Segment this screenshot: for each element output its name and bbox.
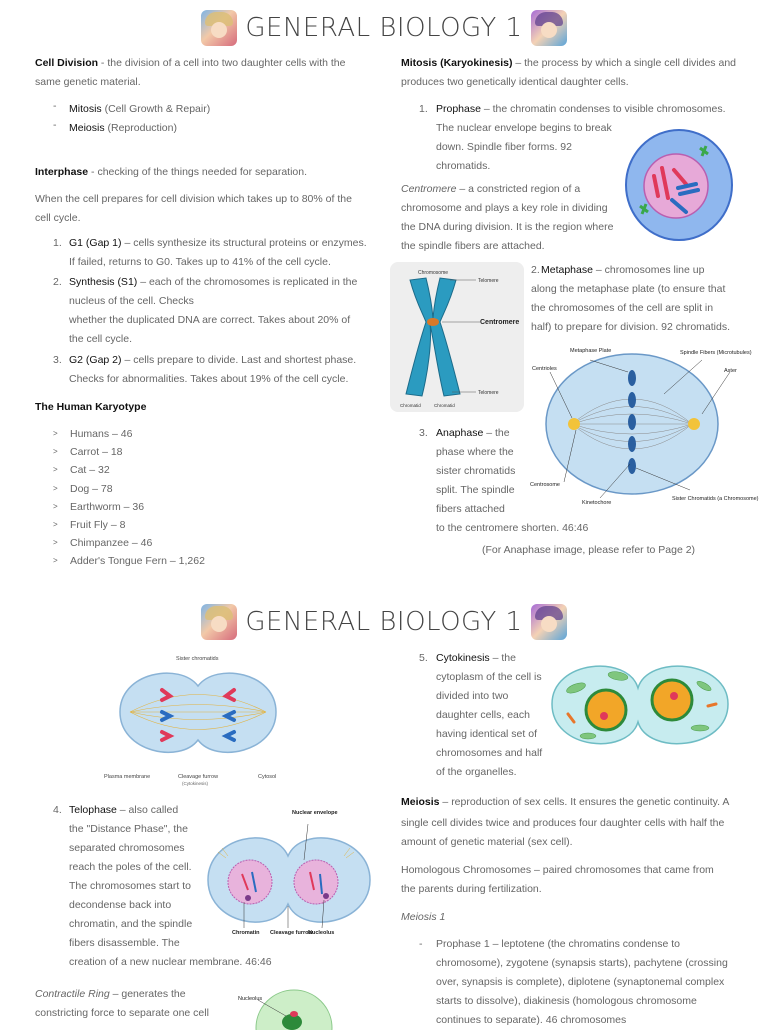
anaphase-cell-figure xyxy=(100,652,296,788)
page-header-2 xyxy=(0,602,768,642)
list-item: Adder's Tongue Fern – 1,262 xyxy=(70,555,205,567)
kinetochore-label: Kinetochore xyxy=(582,500,612,506)
cytokinesis-cell-figure xyxy=(548,654,732,756)
nucleolus-label: Nucleolus xyxy=(238,996,263,1002)
homologous-chromosomes-definition: Homologous Chromosomes – paired chromosomes that came from the parents during fertilization. xyxy=(401,864,714,895)
metaphase-plate-label: Metaphase Plate xyxy=(570,348,612,354)
contractile-ring-definition: Contractile Ring – generates the constricting force to separate one cell xyxy=(35,988,209,1019)
phase-telophase: Telophase – also called the "Distance Phase", the separated chromosomes reach the poles of the cell. The chromosomes start to decondense back into chromatin, and the spindle fibers disassemble. The creation of a new nuclear membrane. 46:46 xyxy=(69,804,272,968)
page-header-1 xyxy=(0,8,768,48)
page-title: GENERAL BIOLOGY 1 xyxy=(245,607,523,637)
chromosome-label: Chromosome xyxy=(418,270,449,276)
cell-division-definition: Cell Division - the division of a cell into two daughter cells with the same genetic material. xyxy=(35,57,346,88)
chromatid-right-label: Chromatid xyxy=(434,403,455,408)
telomere-top-label: Telomere xyxy=(478,278,499,284)
anaphase-note: (For Anaphase image, please refer to Page 2) xyxy=(482,544,696,556)
centrosome-label: Centrosome xyxy=(530,482,560,488)
karyotype-heading: The Human Karyotype xyxy=(35,401,147,413)
anime-avatar-right-icon xyxy=(531,10,567,46)
anime-avatar-left-icon xyxy=(201,604,237,640)
plasma-membrane-label: Plasma membrane xyxy=(104,774,151,780)
list-item: Carrot – 18 xyxy=(70,446,123,458)
page-title: GENERAL BIOLOGY 1 xyxy=(245,13,523,43)
prophase1-description: Prophase 1 – leptotene (the chromatins condense to chromosome), zygotene (synapsis starts), pachytene (crossing over, synapsis is complete), diplotene (synaptonemal complex starts to dissolve), diakinesis (homologous chromosome continues to separate). 46 chromosomes xyxy=(436,938,728,1026)
list-item: Earthworm – 36 xyxy=(70,501,145,513)
list-item: Cat – 32 xyxy=(70,464,110,476)
list-item: Mitosis (Cell Growth & Repair) xyxy=(69,103,211,115)
sister-chromatids-label: Sister chromatids xyxy=(176,656,219,662)
centrioles-label: Centrioles xyxy=(532,366,557,372)
anime-avatar-left-icon xyxy=(201,10,237,46)
cytosol-label: Cytosol xyxy=(258,774,277,780)
nucleolus-label: Nucleolus xyxy=(308,930,335,936)
mitosis-definition: Mitosis (Karyokinesis) – the process by which a single cell divides and produces two genetically identical daughter cells. xyxy=(401,57,736,88)
meiosis1-heading: Meiosis 1 xyxy=(401,911,446,923)
list-item: Meiosis (Reproduction) xyxy=(69,122,177,134)
phase-g1: G1 (Gap 1) – cells synthesize its structural proteins or enzymes. If failed, returns to G0. Takes up to 41% of the cell cycle. xyxy=(69,237,367,268)
interphase-definition: Interphase - checking of the things needed for separation. xyxy=(35,166,307,178)
interphase-intro: When the cell prepares for cell division which takes up to 80% of the cell cycle. xyxy=(35,193,352,224)
prophase-cell-figure xyxy=(624,128,734,242)
spindle-fibers-label: Spindle Fibers (Microtubules) xyxy=(680,350,752,356)
list-item: Fruit Fly – 8 xyxy=(70,519,126,531)
phase-prophase: Prophase – the chromatin condenses to visible chromosomes. The nuclear envelope begins to break down. Spindle fiber forms. 92 chromatids. xyxy=(436,103,726,172)
sister-chromatids-label: Sister Chromatids (a Chromosome) xyxy=(672,496,759,502)
list-item: Dog – 78 xyxy=(70,483,113,495)
aster-label: Aster xyxy=(724,368,737,374)
list-item: Humans – 46 xyxy=(70,428,133,440)
contractile-ring-figure xyxy=(236,988,332,1024)
chromosome-figure xyxy=(390,262,524,412)
nuclear-envelope-label: Nuclear envelope xyxy=(292,810,338,816)
phase-g2: G2 (Gap 2) – cells prepare to divide. Last and shortest phase. Checks for abnormalities. Takes about 19% of the cell cycle. xyxy=(69,354,357,385)
cleavage-furrow-label: Cleavage furrow xyxy=(270,930,313,936)
anime-avatar-right-icon xyxy=(531,604,567,640)
chromatid-left-label: Chromatid xyxy=(400,403,421,408)
list-item: Chimpanzee – 46 xyxy=(70,537,153,549)
phase-cytokinesis: Cytokinesis – the cytoplasm of the cell is divided into two daughter cells, each having identical set of chromosomes and half of the organelles. xyxy=(436,652,543,778)
centromere-definition: Centromere – a constricted region of a chromosome and plays a key role in dividing the DNA during division. It is the region where the spindle fibers are attached. xyxy=(401,183,614,252)
phase-anaphase: Anaphase – the phase where the sister chromatids split. The spindle fibers attached to the centromere shorten. 46:46 xyxy=(436,427,589,534)
phase-metaphase: Metaphase – chromosomes line up xyxy=(541,264,705,276)
centromere-label: Centromere xyxy=(480,319,520,326)
phase-synthesis: Synthesis (S1) – each of the chromosomes is replicated in the nucleus of the cell. Checks whether the duplicated DNA are correct. Takes about 20% of the cell cycle. xyxy=(69,276,358,345)
cleavage-furrow-label: Cleavage furrow xyxy=(178,774,219,780)
telophase-cell-figure xyxy=(204,806,376,948)
cytokinesis-label: (Cytokinesis) xyxy=(182,781,209,786)
chromatin-label: Chromatin xyxy=(232,930,260,936)
telomere-bottom-label: Telomere xyxy=(478,390,499,396)
meiosis-definition: Meiosis – reproduction of sex cells. It ensures the genetic continuity. A xyxy=(401,796,730,808)
